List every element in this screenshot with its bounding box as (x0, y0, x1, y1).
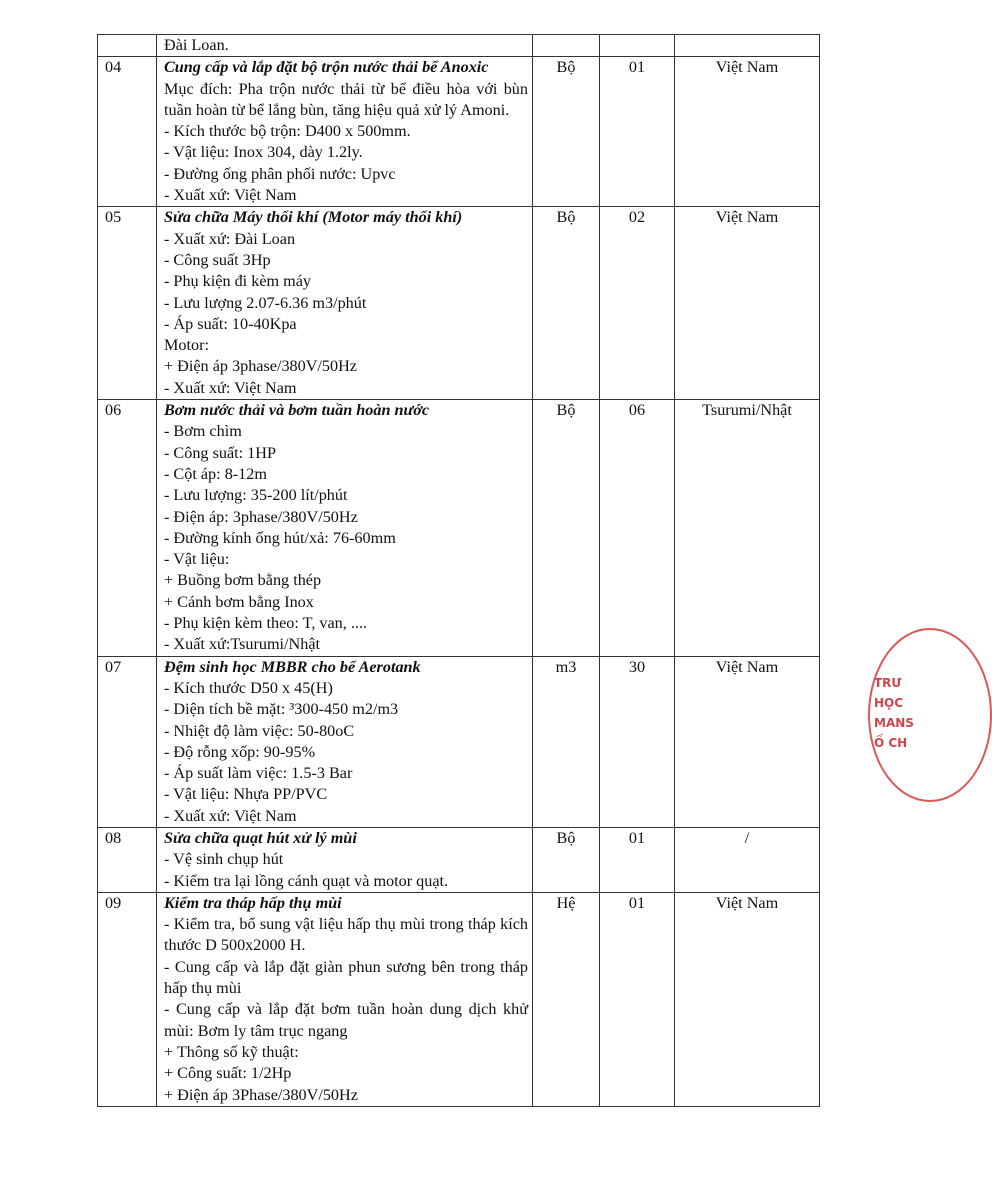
spec-line: - Kích thước bộ trộn: D400 x 500mm. (164, 122, 411, 141)
item-unit: Bộ (533, 207, 600, 400)
table-row (98, 892, 820, 1106)
item-title: Bơm nước thải và bơm tuần hoàn nước (164, 401, 430, 420)
item-origin: Việt Nam (675, 892, 820, 1106)
item-quantity (600, 35, 675, 57)
table-row (98, 656, 820, 827)
spec-line: - Phụ kiện kèm theo: T, van, .... (164, 614, 368, 633)
spec-line: - Vật liệu: (164, 550, 230, 569)
item-origin: / (675, 827, 820, 892)
item-description (157, 400, 533, 657)
stamp-text-3: MANS (874, 716, 914, 730)
spec-line: - Xuất xứ: Việt Nam (164, 806, 297, 825)
item-description (157, 827, 533, 892)
spec-line: - Cung cấp và lắp đặt giàn phun sương bên trong tháp hấp thụ mùi (164, 957, 528, 998)
spec-line: - Công suất 3Hp (164, 250, 271, 269)
stamp-text-2: HỌC (874, 696, 904, 710)
item-title: Kiểm tra tháp hấp thụ mùi (164, 893, 342, 912)
item-number: 07 (98, 656, 157, 827)
item-unit: m3 (533, 656, 600, 827)
table-row (98, 827, 820, 892)
spec-line: - Xuất xứ: Đài Loan (164, 229, 296, 248)
spec-line: - Phụ kiện đi kèm máy (164, 272, 312, 291)
spec-line: - Lưu lượng 2.07-6.36 m3/phút (164, 293, 367, 312)
spec-line: - Điện áp: 3phase/380V/50Hz (164, 507, 358, 526)
spec-line: + Điện áp 3phase/380V/50Hz (164, 357, 357, 376)
item-title: Đệm sinh học MBBR cho bể Aerotank (164, 657, 421, 676)
item-description (157, 892, 533, 1106)
spec-line: - Công suất: 1HP (164, 443, 276, 462)
item-title: Cung cấp và lắp đặt bộ trộn nước thải bể Anoxic (164, 58, 489, 77)
item-unit: Bộ (533, 57, 600, 207)
item-number (98, 35, 157, 57)
spec-line: - Cung cấp và lắp đặt bơm tuần hoàn dung dịch khử mùi: Bơm ly tâm trục ngang (164, 1000, 528, 1040)
red-stamp (860, 628, 920, 800)
item-number: 06 (98, 400, 157, 657)
table-row (98, 207, 820, 400)
spec-line: - Vệ sinh chụp hút (164, 850, 284, 869)
item-quantity: 06 (600, 400, 675, 657)
stamp-text-1: TRƯ (874, 676, 902, 690)
item-title: Sửa chữa quạt hút xử lý mùi (164, 828, 357, 847)
spec-line: + Thông số kỹ thuật: (164, 1042, 299, 1061)
item-title: Sửa chữa Máy thổi khí (Motor máy thổi khí) (164, 208, 463, 227)
spec-line: - Vật liệu: Nhựa PP/PVC (164, 785, 328, 804)
item-number: 08 (98, 827, 157, 892)
spec-line: + Cánh bơm bằng Inox (164, 592, 314, 611)
spec-line: - Bơm chìm (164, 422, 242, 441)
spec-line: - Diện tích bề mặt: ³300-450 m2/m3 (164, 700, 399, 719)
table-row (98, 57, 820, 207)
spec-line: - Xuất xứ: Việt Nam (164, 186, 297, 205)
spec-line: + Công suất: 1/2Hp (164, 1064, 292, 1083)
spec-line: Đài Loan. (164, 36, 229, 54)
spec-line: - Nhiệt độ làm việc: 50-80oC (164, 721, 355, 740)
spec-line: - Xuất xứ: Việt Nam (164, 378, 297, 397)
item-quantity: 01 (600, 57, 675, 207)
item-number: 04 (98, 57, 157, 207)
spec-line: - Lưu lượng: 35-200 lít/phút (164, 486, 348, 505)
item-unit: Bộ (533, 400, 600, 657)
item-unit: Bộ (533, 827, 600, 892)
item-origin (675, 35, 820, 57)
spec-line: - Đường ống phân phối nước: Upvc (164, 164, 396, 183)
item-quantity: 30 (600, 656, 675, 827)
item-description (157, 656, 533, 827)
spec-line: - Độ rỗng xốp: 90-95% (164, 742, 316, 761)
item-quantity: 01 (600, 892, 675, 1106)
equipment-table (97, 34, 820, 1107)
item-unit: Hệ (533, 892, 600, 1106)
spec-line: Mục đích: Pha trộn nước thải từ bể điều hòa với bùn tuần hoàn từ bể lắng bùn, tăng hiệu quả xử lý Amoni. (164, 79, 528, 119)
item-description (157, 35, 533, 57)
stamp-text-4: Ố CH (874, 736, 908, 750)
item-origin: Việt Nam (675, 57, 820, 207)
spec-line: Motor: (164, 336, 209, 355)
spec-line: - Áp suất làm việc: 1.5-3 Bar (164, 764, 353, 783)
item-description (157, 57, 533, 207)
item-origin: Việt Nam (675, 656, 820, 827)
item-number: 05 (98, 207, 157, 400)
spec-line: + Buồng bơm bằng thép (164, 571, 322, 590)
spec-line: - Kiểm tra, bổ sung vật liệu hấp thụ mùi trong tháp kích thước D 500x2000 H. (164, 915, 528, 955)
item-unit (533, 35, 600, 57)
item-origin: Việt Nam (675, 207, 820, 400)
spec-line: - Kiểm tra lại lồng cánh quạt và motor quạt. (164, 871, 449, 890)
spec-line: - Kích thước D50 x 45(H) (164, 678, 333, 697)
item-description (157, 207, 533, 400)
spec-line: - Đường kính ống hút/xả: 76-60mm (164, 528, 396, 547)
item-quantity: 02 (600, 207, 675, 400)
spec-line: - Cột áp: 8-12m (164, 464, 267, 483)
spec-line: + Điện áp 3Phase/380V/50Hz (164, 1085, 358, 1104)
spec-line: - Vật liệu: Inox 304, dày 1.2ly. (164, 143, 363, 162)
table-row (98, 400, 820, 657)
item-origin: Tsurumi/Nhật (675, 400, 820, 657)
table-row (98, 35, 820, 57)
item-quantity: 01 (600, 827, 675, 892)
item-number: 09 (98, 892, 157, 1106)
spec-line: - Áp suất: 10-40Kpa (164, 314, 297, 333)
spec-line: - Xuất xứ:Tsurumi/Nhật (164, 635, 321, 654)
